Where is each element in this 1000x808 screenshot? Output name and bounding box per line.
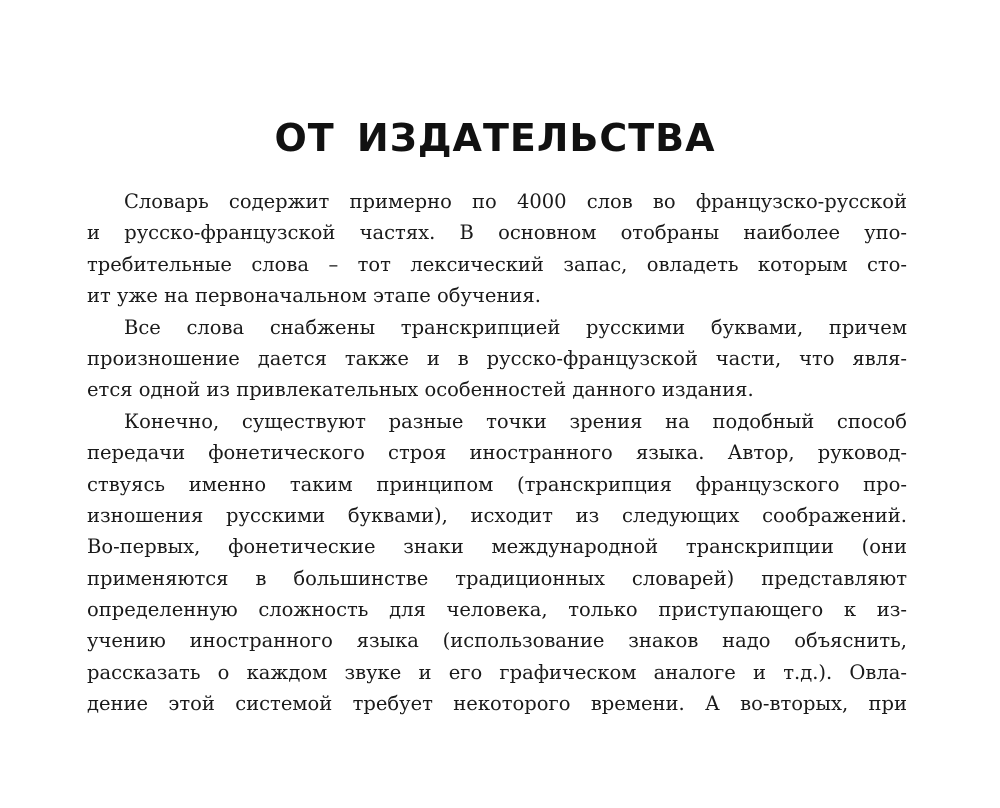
- text-line: произношение дается также и в русско-французской части, что явля-: [87, 346, 907, 370]
- text-line: требительные слова – тот лексический запас, овладеть которым сто-: [87, 252, 907, 276]
- text-line: рассказать о каждом звуке и его графическом аналоге и т.д.). Овла-: [87, 660, 907, 684]
- text-line: ствуясь именно таким принципом (транскрипция французского про-: [87, 472, 907, 496]
- text-line: Во-первых, фонетические знаки международной транскрипции (они: [87, 535, 907, 559]
- text-line: Конечно, существуют разные точки зрения на подобный способ: [124, 409, 907, 433]
- text-line: передачи фонетического строя иностранного языка. Автор, руковод-: [87, 441, 907, 465]
- text-line: ит уже на первоначальном этапе обучения.: [87, 284, 541, 308]
- paragraph-2: [87, 312, 907, 406]
- body-text: [87, 186, 907, 720]
- paragraph-1: [87, 186, 907, 312]
- text-line: дение этой системой требует некоторого времени. А во-вторых, при: [87, 692, 907, 716]
- page-title: ОТ ИЗДАТЕЛЬСТВА: [274, 116, 716, 160]
- text-line: изношения русскими буквами), исходит из следующих соображений.: [87, 503, 907, 527]
- text-line: Словарь содержит примерно по 4000 слов во французско-русской: [124, 190, 907, 213]
- paragraph-3: [87, 406, 907, 720]
- text-line: ется одной из привлекательных особенностей данного издания.: [87, 378, 754, 402]
- text-line: применяются в большинстве традиционных словарей) представляют: [87, 566, 907, 590]
- text-line: определенную сложность для человека, только приступающего к из-: [87, 598, 907, 622]
- text-line: Все слова снабжены транскрипцией русскими буквами, причем: [124, 315, 907, 339]
- text-line: учению иностранного языка (использование знаков надо объяснить,: [87, 629, 907, 653]
- text-line: и русско-французской частях. В основном отобраны наиболее упо-: [87, 221, 907, 245]
